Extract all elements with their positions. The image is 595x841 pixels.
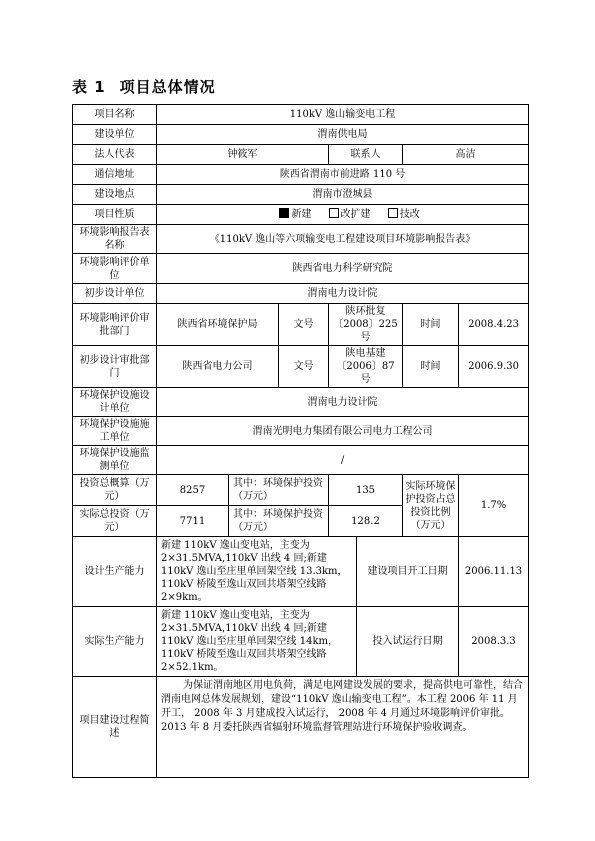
value-design-approval-dept: 陕西省电力公司 (157, 346, 279, 388)
label-contact: 联系人 (329, 145, 403, 165)
table-number: 表 1 (72, 78, 106, 96)
label-eia-report: 环境影响报告表名称 (73, 225, 157, 254)
label-eia-time: 时间 (403, 304, 459, 346)
value-invest-act: 7711 (157, 506, 229, 537)
checkbox-expand (329, 208, 339, 218)
label-trial-date: 投入试运行日期 (357, 607, 459, 677)
checkbox-new-checked (279, 208, 289, 218)
label-invest-act: 实际总投资（万元） (73, 506, 157, 537)
label-eia-unit: 环境影响评价单位 (73, 254, 157, 284)
value-design-capacity: 新建 110kV 逸山变电站，主变为 2×31.5MVA,110kV 出线 4 回;新建 110kV 逸山至庄里单回架空线 13.3km，110kV 桥陵至逸山双回共塔架空线路 2×9km。 (157, 537, 357, 607)
value-env-design: 渭南电力设计院 (157, 388, 529, 417)
label-project-name: 项目名称 (73, 105, 157, 125)
value-eia-report: 《110kV 逸山等六项输变电工程建设项目环境影响报告表》 (157, 225, 529, 254)
label-actual-capacity: 实际生产能力 (73, 607, 157, 677)
table-title (72, 76, 216, 97)
value-contact: 高洁 (403, 145, 529, 165)
value-env-ratio: 1.7% (459, 475, 529, 537)
label-env-design: 环境保护设施设计单位 (73, 388, 157, 417)
value-process: 为保证渭南地区用电负荷，满足电网建设发展的要求，提高供电可靠性，结合渭南电网总体发展规划，建设“110kV 逸山输变电工程”。本工程 2006 年 11 月开工， 2008 年 3 月建成投入试运行， 2008 年 4 月通过环境影响评价审批。2013 年 8 月委托陕西省辐射环境监督管理站进行环境保护验收调查。 (157, 677, 529, 778)
option-expand: 改扩建 (340, 209, 371, 220)
label-eia-approval: 环境影响评价审批部门 (73, 304, 157, 346)
label-eia-doc: 文号 (279, 304, 329, 346)
label-invest-act-env: 其中：环境保护投资（万元） (229, 506, 329, 537)
label-prelim-design: 初步设计单位 (73, 284, 157, 304)
value-invest-est: 8257 (157, 475, 229, 506)
value-legal-rep: 钟筱军 (157, 145, 329, 165)
label-design-doc: 文号 (279, 346, 329, 388)
value-nature (157, 205, 529, 225)
value-location: 渭南市澄城县 (157, 185, 529, 205)
value-invest-est-env: 135 (329, 475, 403, 506)
value-prelim-design: 渭南电力设计院 (157, 284, 529, 304)
value-trial-date: 2008.3.3 (459, 607, 529, 677)
value-env-monitor: / (157, 446, 529, 475)
value-eia-unit: 陕西省电力科学研究院 (157, 254, 529, 284)
label-builder: 建设单位 (73, 125, 157, 145)
value-eia-approval-dept: 陕西省环境保护局 (157, 304, 279, 346)
label-process: 项目建设过程简述 (73, 677, 157, 778)
label-nature: 项目性质 (73, 205, 157, 225)
label-address: 通信地址 (73, 165, 157, 185)
value-design-time: 2006.9.30 (459, 346, 529, 388)
label-design-time: 时间 (403, 346, 459, 388)
label-design-approval: 初步设计审批部门 (73, 346, 157, 388)
value-start-date: 2006.11.13 (459, 537, 529, 607)
label-legal-rep: 法人代表 (73, 145, 157, 165)
project-overview-table (72, 104, 529, 778)
label-env-ratio: 实际环境保护投资占总投资比例（万元） (403, 475, 459, 537)
label-env-monitor: 环境保护设施监测单位 (73, 446, 157, 475)
value-builder: 渭南供电局 (157, 125, 529, 145)
checkbox-tech (388, 208, 398, 218)
value-project-name: 110kV 逸山输变电工程 (157, 105, 529, 125)
value-invest-act-env: 128.2 (329, 506, 403, 537)
label-invest-est-env: 其中：环境保护投资（万元） (229, 475, 329, 506)
value-address: 陕西省渭南市前进路 110 号 (157, 165, 529, 185)
option-tech: 技改 (399, 209, 420, 220)
label-location: 建设地点 (73, 185, 157, 205)
value-eia-doc: 陕环批复〔2008〕225 号 (329, 304, 403, 346)
label-invest-est: 投资总概算（万元） (73, 475, 157, 506)
value-eia-time: 2008.4.23 (459, 304, 529, 346)
label-env-construct: 环境保护设施施工单位 (73, 417, 157, 446)
value-design-doc: 陕电基建〔2006〕87 号 (329, 346, 403, 388)
value-actual-capacity: 新建 110kV 逸山变电站，主变为 2×31.5MVA,110kV 出线 4 回;新建 110kV 逸山至庄里单回架空线 14km，110kV 桥陵至逸山双回共塔架空线路 2×52.1km。 (157, 607, 357, 677)
label-design-capacity: 设计生产能力 (73, 537, 157, 607)
value-env-construct: 渭南光明电力集团有限公司电力工程公司 (157, 417, 529, 446)
label-start-date: 建设项目开工日期 (357, 537, 459, 607)
table-title-text: 项目总体情况 (119, 78, 216, 96)
option-new: 新建 (291, 209, 312, 220)
